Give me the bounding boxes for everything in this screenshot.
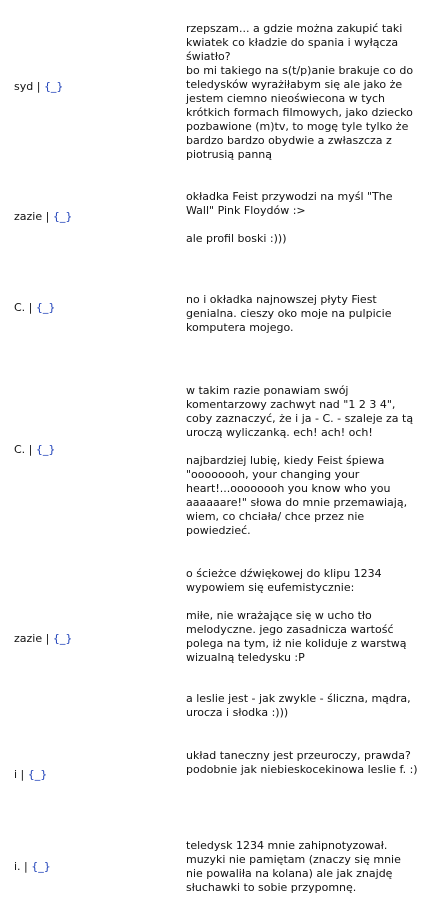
comment-paragraph: bo mi takiego na s(t/p)anie brakuje co do teledysków wyrażiłabym się ale jako że jestem ciemno nieoświecona w tych krótkich formach filmowych, jako dziecko pozbawione (m)tv, to mogę tyle tylko że bardzo bardzo obydwie a zwłaszcza z piotrusią panną [186,64,414,161]
author-name: syd [14,80,34,93]
comment-paragraph: najbardziej lubię, kiedy Feist śpiewa "oooooooh, your changing your heart!...oooooooh you know who you aaaaaare!" słowa do mnie przemawiają, wiem, co chciała/ chce przez nie powiedzieć. [186,454,408,537]
author-separator: | [33,80,44,93]
comment-author-line [14,860,164,874]
author-separator: | [20,860,32,873]
comment-body [186,22,418,162]
author-name: i [14,768,18,781]
comment-body [186,293,418,335]
comment-body [186,190,418,246]
comment-permalink[interactable]: {_} [35,443,56,456]
comment-body [186,839,418,895]
author-name: C. [14,443,26,456]
comment-body [186,749,418,777]
author-name: zazie [14,632,43,645]
author-name: i. [14,860,21,873]
comment-permalink[interactable]: {_} [52,210,73,223]
comment-author-line [14,80,164,94]
author-separator: | [42,632,53,645]
comment-body [186,567,418,720]
comment-paragraph: o ścieżce dźwiękowej do klipu 1234 wypowiem się eufemistycznie: [186,567,382,594]
comment-author-line [14,443,164,457]
comment-author-line [14,632,164,646]
comment-author-line [14,210,164,224]
comment-permalink[interactable]: {_} [43,80,64,93]
author-name: zazie [14,210,43,223]
comment-author-line [14,768,164,782]
comment-permalink[interactable]: {_} [35,301,56,314]
author-name: C. [14,301,26,314]
comment-paragraph: teledysk 1234 mnie zahipnotyzował. muzyki nie pamiętam (znaczy się mnie nie powaliła na kolana) ale jak znajdę słuchawki to sobie przypomnę. [186,839,401,894]
author-separator: | [25,301,36,314]
comment-paragraph: rzepszam... a gdzie można zakupić taki kwiatek co kładzie do spania i wyłącza światło? [186,22,403,63]
comment-paragraph: okładka Feist przywodzi na myśl "The Wall" Pink Floydów :> [186,190,393,217]
comment-paragraph: podobnie jak niebieskocekinowa leslie f. :) [186,763,418,776]
comment-paragraph: no i okładka najnowszej płyty Fiest genialna. cieszy oko moje na pulpicie komputera mojego. [186,293,392,334]
comment-permalink[interactable]: {_} [31,860,51,873]
comment-permalink[interactable]: {_} [27,768,48,781]
comment-paragraph: ale profil boski :))) [186,232,287,245]
author-separator: | [17,768,28,781]
comment-paragraph: miłe, nie wrażające się w ucho tło melodyczne. jego zasadnicza wartość polega na tym, iż nie koliduje z warstwą wizualną teledysku :P [186,609,407,664]
comment-body [186,384,418,538]
author-separator: | [42,210,53,223]
comment-permalink[interactable]: {_} [52,632,73,645]
author-separator: | [25,443,36,456]
comment-paragraph: układ taneczny jest przeuroczy, prawda? [186,749,411,762]
comment-paragraph: w takim razie ponawiam swój komentarzowy zachwyt nad "1 2 3 4", coby zaznaczyć, że i ja - C. - szaleje za tą uroczą wyliczanką. ech! ach! och! [186,384,414,439]
comment-author-line [14,301,164,315]
comment-paragraph: a leslie jest - jak zwykle - śliczna, mądra, urocza i słodka :))) [186,692,411,719]
